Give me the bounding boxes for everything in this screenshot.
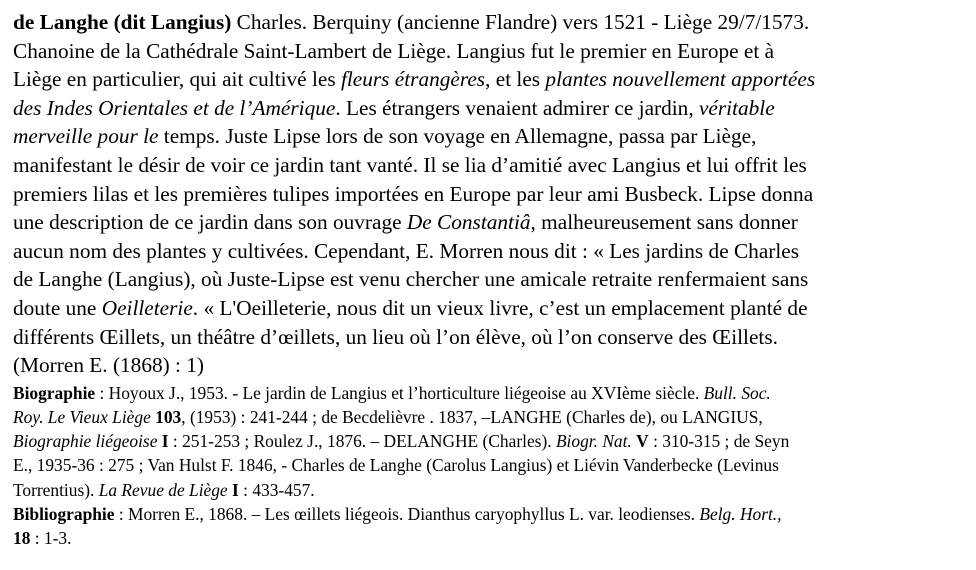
text-run: . Les étrangers venaient admirer ce jardin, xyxy=(335,95,699,120)
text-run: : Hoyoux J., 1953. - Le jardin de Langius et l’horticulture liégeoise au XVIème siècle. xyxy=(95,382,704,403)
italic-text: merveille pour le xyxy=(13,124,159,149)
bold-text: 103 xyxy=(155,406,182,427)
reference-line xyxy=(13,453,976,477)
body-line xyxy=(13,351,973,380)
italic-text: Bull. Soc. xyxy=(703,382,771,403)
body-line xyxy=(13,294,973,323)
italic-text: La Revue de Liège xyxy=(98,479,228,500)
text-run: aucun nom des plantes y cultivées. Cependant, E. Morren nous dit : « Les jardins de Charles xyxy=(13,238,800,263)
text-run: une description de ce jardin dans son ouvrage xyxy=(13,210,407,235)
reference-line xyxy=(13,429,976,453)
text-run: de Langhe (Langius), où Juste-Lipse est venu chercher une amicale retraite renfermaient sans xyxy=(13,267,809,292)
italic-text: Belg. Hort., xyxy=(699,503,782,524)
italic-text: Oeilleterie xyxy=(101,295,193,320)
body-line xyxy=(13,65,973,94)
body-line xyxy=(13,151,973,180)
body-line xyxy=(13,323,973,352)
text-run: : 433-457. xyxy=(238,479,315,500)
text-run: Chanoine de la Cathédrale Saint-Lambert de Liège. Langius fut le premier en Europe et à xyxy=(13,38,775,63)
reference-line xyxy=(13,405,976,429)
bold-text: de Langhe (dit Langius) xyxy=(13,10,232,34)
italic-text: De Constantiâ xyxy=(406,210,531,235)
text-run: différents Œillets, un théâtre d’œillets, un lieu où l’on élève, où l’on conserve des Œillets. xyxy=(13,324,778,349)
text-run: (Morren E. (1868) : 1) xyxy=(13,353,205,378)
bold-text: I xyxy=(232,479,239,500)
body-line xyxy=(13,37,973,66)
entry-body xyxy=(13,8,973,380)
text-run: Charles. Berquiny (ancienne Flandre) vers 1521 - Liège 29/7/1573. xyxy=(231,10,810,34)
text-run: : 251-253 ; Roulez J., 1876. – DELANGHE (Charles). xyxy=(168,431,556,452)
italic-text: fleurs étrangères xyxy=(340,67,486,92)
body-line xyxy=(13,208,973,237)
text-run: . « L'Oeilleterie, nous dit un vieux livre, c’est un emplacement planté de xyxy=(192,295,808,320)
reference-line xyxy=(13,502,976,526)
bold-text: Bibliographie xyxy=(13,503,115,524)
bold-text: Biographie xyxy=(13,382,96,403)
references-block xyxy=(13,381,976,550)
italic-text: véritable xyxy=(698,95,775,120)
bold-text: V xyxy=(636,431,649,452)
text-run: Liège en particulier, qui ait cultivé les xyxy=(13,67,341,92)
italic-text: Biographie liégeoise xyxy=(13,431,158,452)
italic-text: plantes nouvellement apportées xyxy=(545,67,816,92)
body-line xyxy=(13,122,973,151)
text-run: , (1953) : 241-244 ; de Becdelièvre . 1837, –LANGHE (Charles de), ou LANGIUS, xyxy=(181,406,763,427)
body-line xyxy=(13,94,973,123)
reference-line xyxy=(13,381,976,405)
text-run: Torrentius). xyxy=(13,479,99,500)
text-run: doute une xyxy=(13,295,102,320)
text-run: : Morren E., 1868. – Les œillets liégeois. Dianthus caryophyllus L. var. leodienses. xyxy=(114,503,700,524)
text-run: premiers lilas et les premières tulipes importées en Europe par leur ami Busbeck. Lipse donna xyxy=(13,181,814,206)
body-line xyxy=(13,237,973,266)
body-line xyxy=(13,265,973,294)
italic-text: des Indes Orientales et de l’Amérique xyxy=(13,95,336,120)
bold-text: 18 xyxy=(13,527,31,548)
text-run: , et les xyxy=(485,67,546,92)
text-run: , malheureusement sans donner xyxy=(530,210,798,235)
body-line xyxy=(13,180,973,209)
italic-text: Biogr. Nat. xyxy=(555,431,632,452)
text-run: : 310-315 ; de Seyn xyxy=(648,431,790,452)
text-run: temps. Juste Lipse lors de son voyage en Allemagne, passa par Liège, xyxy=(158,124,757,149)
text-run: E., 1935-36 : 275 ; Van Hulst F. 1846, - Charles de Langhe (Carolus Langius) et Liévin Vanderbecke (Levinus xyxy=(13,455,779,476)
reference-line xyxy=(13,478,976,502)
body-line xyxy=(13,8,973,37)
bold-text: I xyxy=(161,431,169,452)
reference-line xyxy=(13,526,976,550)
text-run: manifestant le désir de voir ce jardin tant vanté. Il se lia d’amitié avec Langius et lui offrit les xyxy=(13,152,807,177)
text-run: : 1-3. xyxy=(30,527,72,548)
italic-text: Roy. Le Vieux Liège xyxy=(13,406,151,427)
